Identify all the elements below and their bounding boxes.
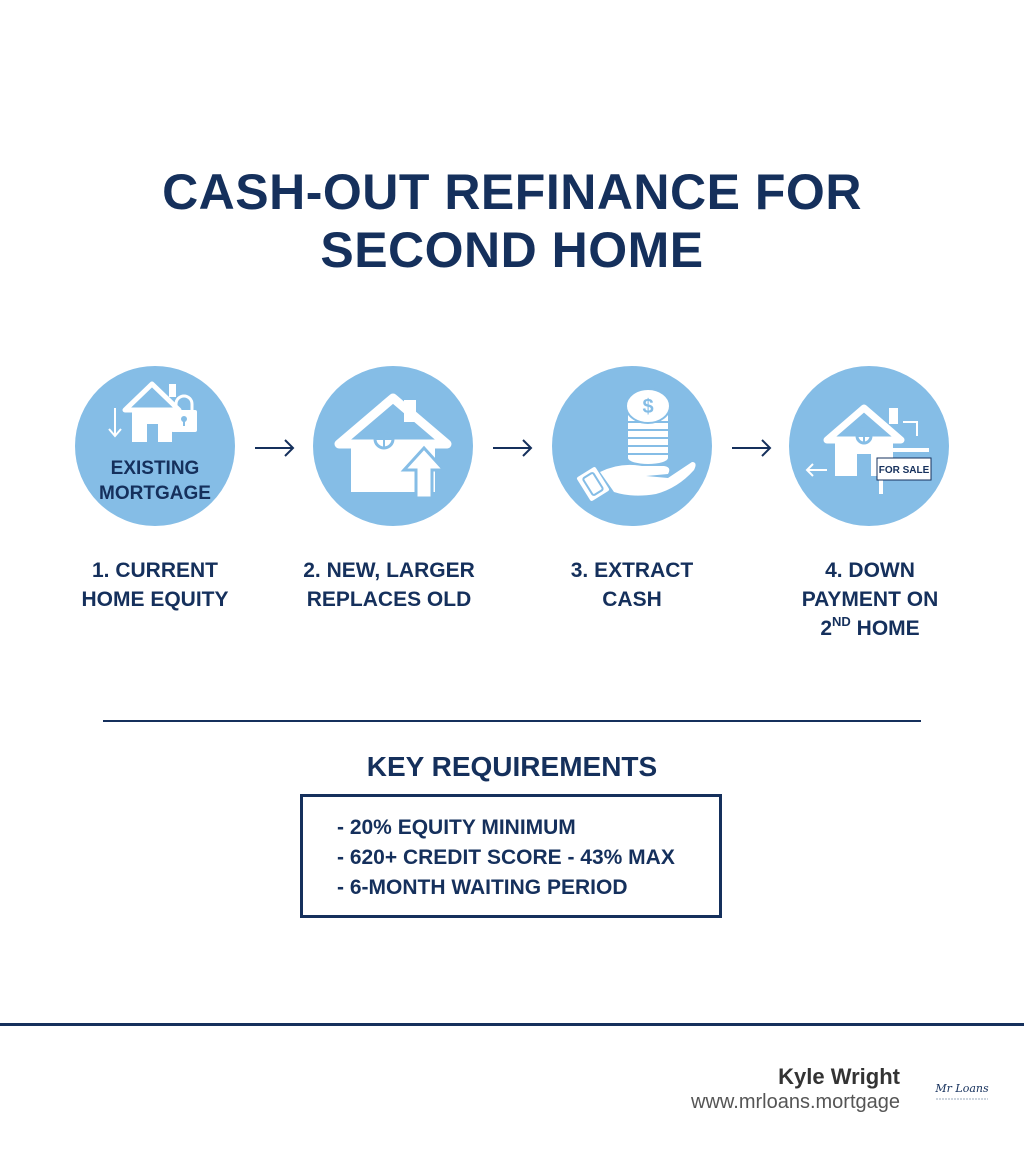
step-4-label: 4. DOWN PAYMENT ON 2ND HOME bbox=[801, 559, 939, 640]
arrow-right-icon bbox=[253, 437, 297, 459]
step-2-circle bbox=[313, 366, 473, 526]
house-for-sale-icon bbox=[789, 366, 949, 526]
requirement-item: - 620+ CREDIT SCORE - 43% MAX bbox=[337, 846, 675, 869]
hand-coins-icon bbox=[552, 366, 712, 526]
author-name: Kyle Wright bbox=[778, 1064, 900, 1089]
footer-divider bbox=[0, 1023, 1024, 1026]
mr-loans-logo bbox=[930, 1076, 994, 1104]
title-line-1: CASH-OUT REFINANCE FOR bbox=[162, 164, 862, 220]
requirements-heading: KEY REQUIREMENTS bbox=[366, 751, 658, 782]
page-title bbox=[0, 163, 1024, 279]
step-3-label: 3. EXTRACT CASH bbox=[570, 559, 694, 611]
requirements-box bbox=[300, 794, 722, 918]
arrow-right-icon bbox=[491, 437, 535, 459]
requirements-list bbox=[337, 813, 675, 903]
svg-text:Mr Loans: Mr Loans bbox=[935, 1082, 989, 1095]
for-sale-sign-text: FOR SALE bbox=[878, 465, 930, 476]
step-2-label: 2. NEW, LARGER REPLACES OLD bbox=[303, 559, 475, 611]
title-line-2: SECOND HOME bbox=[320, 222, 704, 278]
step-1-circle bbox=[75, 366, 235, 526]
section-divider bbox=[103, 720, 921, 722]
house-up-arrow-icon bbox=[313, 366, 473, 526]
step-4-circle bbox=[789, 366, 949, 526]
website-link[interactable]: www.mrloans.mortgage bbox=[691, 1091, 900, 1113]
svg-text:$: $ bbox=[642, 396, 654, 418]
requirement-item: - 20% EQUITY MINIMUM bbox=[337, 816, 576, 839]
requirement-item: - 6-MONTH WAITING PERIOD bbox=[337, 876, 628, 899]
step-1-label: 1. CURRENT HOME EQUITY bbox=[81, 559, 229, 611]
existing-mortgage-text: EXISTING MORTGAGE bbox=[99, 458, 211, 504]
step-3-circle bbox=[552, 366, 712, 526]
arrow-right-icon bbox=[730, 437, 774, 459]
